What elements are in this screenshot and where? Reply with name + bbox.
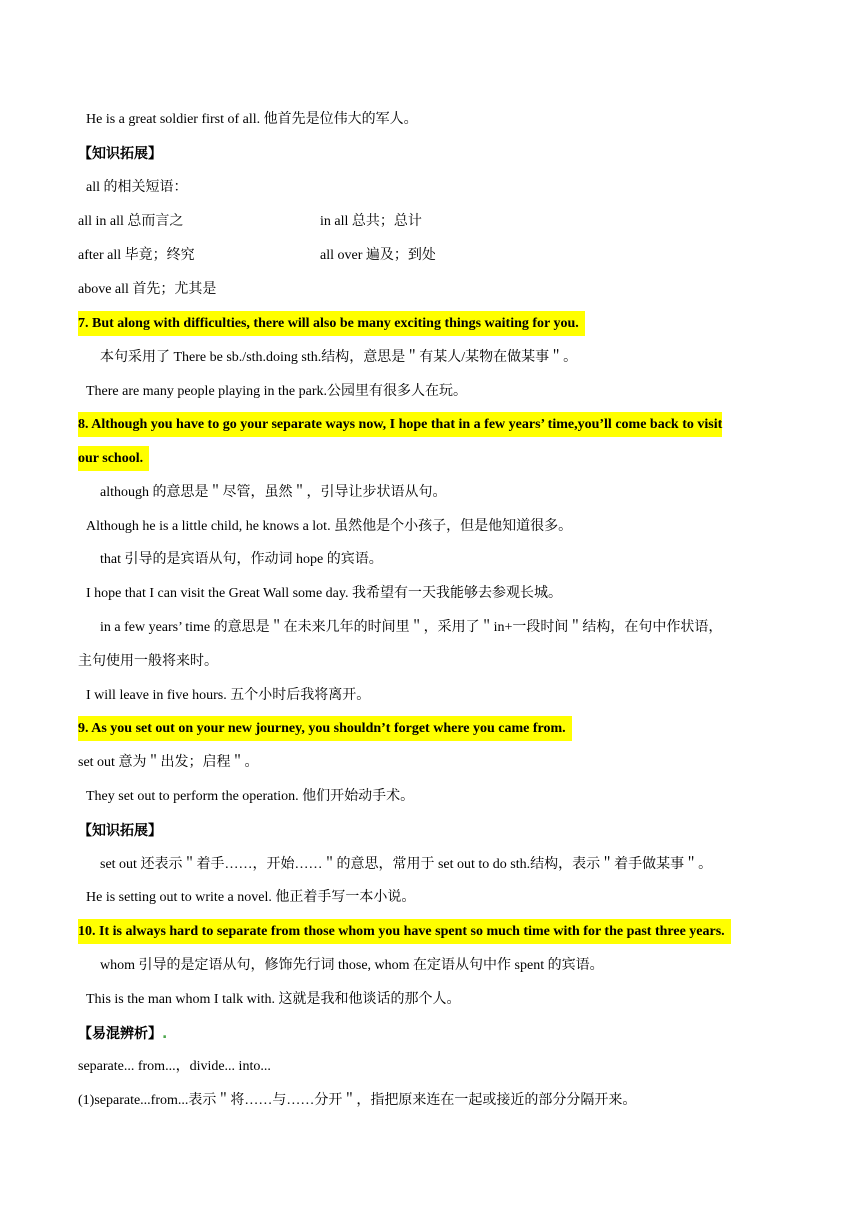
phrase-intro: all 的相关短语： xyxy=(86,180,188,195)
comparison-separate-from: (1)separate...from...表示＂将……与……分开＂，指把原来连在一起或接近的部分分隔开来。 xyxy=(78,1093,637,1108)
highlight-sentence-8b: our school. xyxy=(78,446,149,471)
explanation-7: 本句采用了 There be sb./sth.doing sth.结构，意思是＂有某人/某物在做某事＂。 xyxy=(100,350,578,365)
explanation-9-extension: set out 还表示＂着手……，开始……＂的意思，常用于 set out to do sth.结构，表示＂着手做某事＂。 xyxy=(100,857,713,872)
key-sentence-8-line1 xyxy=(78,416,722,434)
explanation-8-that: that 引导的是宾语从句，作动词 hope 的宾语。 xyxy=(100,552,383,567)
phrase-all-over: all over 遍及；到处 xyxy=(320,248,436,263)
highlight-sentence-8a: 8. Although you have to go your separate ways now, I hope that in a few years’ time,you’ll come back to visit xyxy=(78,412,722,437)
key-sentence-8-line2 xyxy=(78,450,149,468)
highlight-sentence-10: 10. It is always hard to separate from those whom you have spent so much time with for the past three years. xyxy=(78,919,731,944)
heading-dot: . xyxy=(162,1026,168,1042)
phrase-above-all: above all 首先；尤其是 xyxy=(78,282,217,297)
explanation-9: set out 意为＂出发；启程＂。 xyxy=(78,755,259,770)
highlight-sentence-7: 7. But along with difficulties, there will also be many exciting things waiting for you. xyxy=(78,311,585,336)
example-sentence: He is a great soldier first of all. 他首先是位伟大的军人。 xyxy=(86,112,418,127)
phrase-after-all: after all 毕竟；终究 xyxy=(78,248,195,263)
example-8-time: I will leave in five hours. 五个小时后我将离开。 xyxy=(86,688,371,703)
key-sentence-7 xyxy=(78,315,585,333)
confusable-heading-text: 【易混辨析】 xyxy=(78,1026,162,1042)
key-sentence-10 xyxy=(78,923,731,941)
example-9: They set out to perform the operation. 他们开始动手术。 xyxy=(86,789,415,804)
phrase-in-all: in all 总共；总计 xyxy=(320,214,422,229)
highlight-sentence-9: 9. As you set out on your new journey, you shouldn’t forget where you came from. xyxy=(78,716,572,741)
section-heading-knowledge-extension: 【知识拓展】 xyxy=(78,146,162,162)
example-8-that: I hope that I can visit the Great Wall some day. 我希望有一天我能够去参观长城。 xyxy=(86,586,562,601)
key-sentence-9 xyxy=(78,720,572,738)
section-heading-confusable xyxy=(78,1025,167,1043)
example-10: This is the man whom I talk with. 这就是我和他谈话的那个人。 xyxy=(86,992,461,1007)
example-7: There are many people playing in the park.公园里有很多人在玩。 xyxy=(86,384,468,399)
explanation-8-although: although 的意思是＂尽管，虽然＂，引导让步状语从句。 xyxy=(100,485,447,500)
comparison-pair: separate... from...，divide... into... xyxy=(78,1059,271,1074)
explanation-8-time-cont: 主句使用一般将来时。 xyxy=(78,654,218,669)
phrase-all-in-all: all in all 总而言之 xyxy=(78,214,184,229)
example-9-extension: He is setting out to write a novel. 他正着手写一本小说。 xyxy=(86,890,416,905)
explanation-8-time: in a few years’ time 的意思是＂在未来几年的时间里＂，采用了＂in+一段时间＂结构，在句中作状语， xyxy=(100,620,723,635)
section-heading-knowledge-extension-2: 【知识拓展】 xyxy=(78,823,162,839)
explanation-10: whom 引导的是定语从句，修饰先行词 those, whom 在定语从句中作 spent 的宾语。 xyxy=(100,958,604,973)
example-8-although: Although he is a little child, he knows a lot. 虽然他是个小孩子，但是他知道很多。 xyxy=(86,519,573,534)
